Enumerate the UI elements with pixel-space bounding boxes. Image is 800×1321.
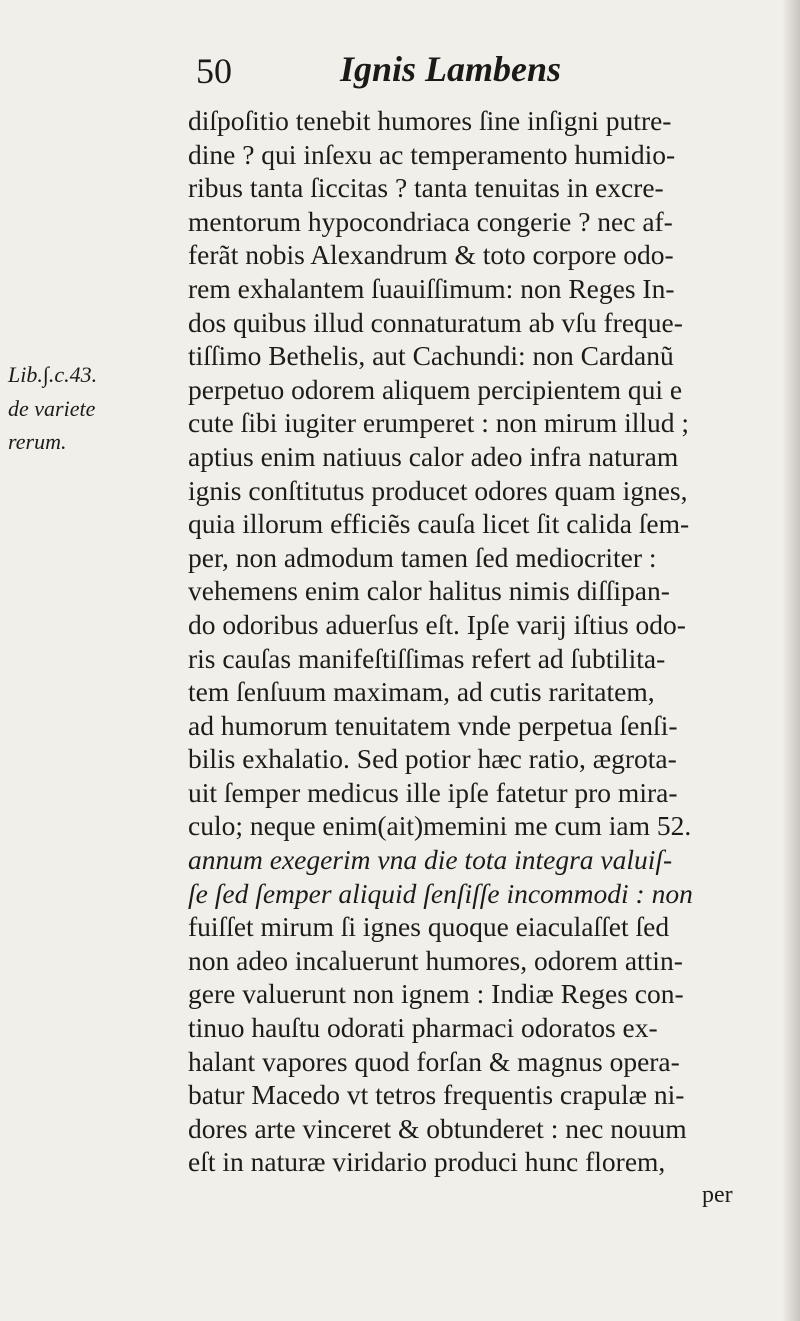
text-line: halant vapores quod forſan & magnus opera- [188, 1045, 680, 1077]
body-text [188, 104, 778, 1213]
running-head: Ignis Lambens [340, 49, 562, 89]
text-line: dores arte vinceret & obtunderet : nec nouum [188, 1112, 687, 1144]
margin-note-line: rerum. [8, 429, 67, 455]
margin-note-line: de variete [8, 395, 96, 421]
text-line: tiſſimo Bethelis, aut Cachundi: non Cardanũ [188, 340, 674, 372]
text-line: per, non admodum tamen ſed mediocriter : [188, 541, 657, 573]
text-line: eſt in naturæ viridario produci hunc florem, [188, 1146, 666, 1178]
text-line-italic: ſe ſed ſemper aliquid ſenſiſſe incommodi : non [188, 877, 693, 909]
text-line: dine ? qui inſexu ac temperamento humidio- [188, 138, 676, 170]
text-line: uit ſemper medicus ille ipſe fatetur pro mira- [188, 776, 678, 808]
text-line: ribus tanta ſiccitas ? tanta tenuitas in excre- [188, 172, 664, 204]
page-header [190, 46, 610, 94]
text-line: mentorum hypocondriaca congerie ? nec af- [188, 205, 673, 237]
text-line: bilis exhalatio. Sed potior hæc ratio, ægrota- [188, 743, 677, 775]
text-line: culo; neque enim(ait)memini me cum iam 52. [188, 810, 692, 842]
text-line: non adeo incaluerunt humores, odorem attin- [188, 944, 683, 976]
text-line: quia illorum efficiẽs cauſa licet ſit calida ſem- [188, 508, 690, 540]
text-line: tem ſenſuum maximam, ad cutis raritatem, [188, 676, 655, 708]
page-edge-shadow [782, 0, 800, 1321]
text-line: dos quibus illud connaturatum ab vſu freque- [188, 306, 683, 338]
catchword: per [702, 1182, 733, 1208]
text-line: vehemens enim calor halitus nimis diſſipan- [188, 575, 670, 607]
text-line: ris cauſas manifeſtiſſimas refert ad ſubtilita- [188, 642, 666, 674]
text-line: diſpoſitio tenebit humores ſine inſigni putre- [188, 105, 672, 136]
text-line-italic: annum exegerim vna die tota integra valuiſ- [188, 844, 673, 876]
margin-note [8, 358, 183, 459]
text-line: rem exhalantem ſuauiſſimum: non Reges In- [188, 272, 675, 304]
text-line: gere valuerunt non ignem : Indiæ Reges con- [188, 978, 684, 1010]
text-line: do odoribus aduerſus eſt. Ipſe varij iſtius odo- [188, 608, 686, 640]
text-line: batur Macedo vt tetros frequentis crapulæ ni- [188, 1079, 685, 1111]
text-line: perpetuo odorem aliquem percipientem qui e [188, 373, 683, 405]
margin-note-line: Lib.∫.c.43. [8, 362, 98, 387]
text-line: ignis conſtitutus producet odores quam ignes, [188, 474, 688, 506]
text-line: ad humorum tenuitatem vnde perpetua ſenſi- [188, 709, 678, 741]
text-line: tinuo hauſtu odorati pharmaci odoratos ex- [188, 1012, 658, 1044]
text-line: aptius enim natiuus calor adeo infra naturam [188, 440, 679, 472]
text-line: fuiſſet mirum ſi ignes quoque eiaculaſſet ſed [188, 911, 670, 943]
text-line: ferãt nobis Alexandrum & toto corpore odo- [188, 239, 674, 271]
page-number: 50 [196, 51, 232, 91]
text-line: cute ſibi iugiter erumperet : non mirum illud ; [188, 407, 690, 439]
